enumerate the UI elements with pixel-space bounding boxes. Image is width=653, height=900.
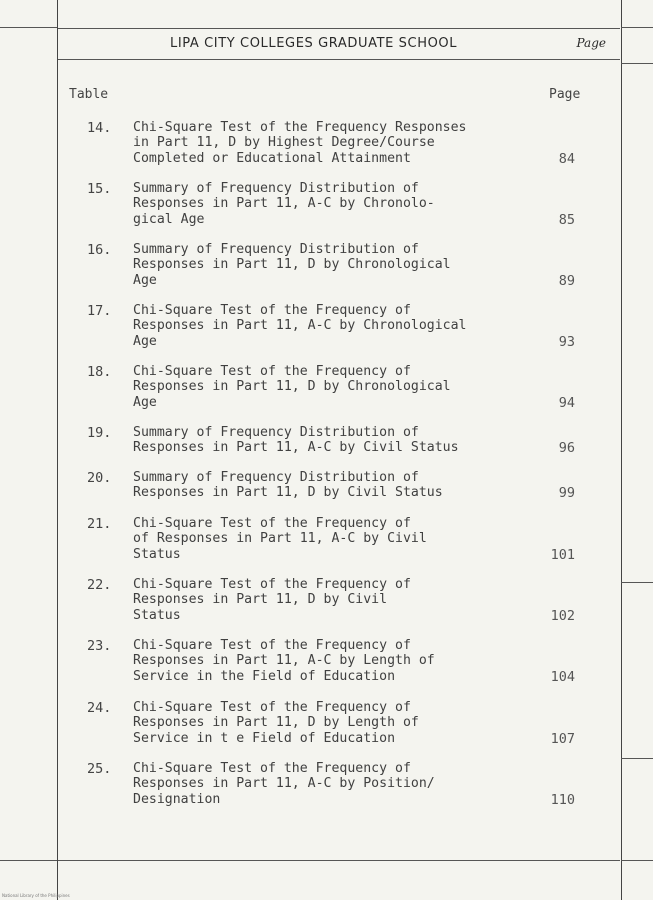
right-rule-bottom <box>621 860 653 861</box>
page-number: 94 <box>558 394 575 411</box>
page-number: 84 <box>558 150 575 167</box>
table-number: 16. <box>87 242 112 258</box>
header-title: LIPA CITY COLLEGES GRADUATE SCHOOL <box>170 36 458 51</box>
table-number: 21. <box>87 516 112 532</box>
table-title: Chi-Square Test of the Frequency of Responses in Part 11, D by Civil Status <box>133 577 411 623</box>
page-header <box>58 28 620 60</box>
table-number: 14. <box>87 120 112 136</box>
table-number: 22. <box>87 577 112 593</box>
table-number: 18. <box>87 364 112 380</box>
table-number: 20. <box>87 470 112 486</box>
page-number: 104 <box>550 668 575 685</box>
right-rule-1 <box>621 63 653 64</box>
page-number: 85 <box>558 211 575 228</box>
page-number: 102 <box>550 607 575 624</box>
table-number: 15. <box>87 181 112 197</box>
left-rule-bottom <box>0 860 57 861</box>
table-number: 17. <box>87 303 112 319</box>
table-column-head: Table <box>69 87 109 102</box>
right-rule-3 <box>621 758 653 759</box>
page-number: 107 <box>550 730 575 747</box>
table-title: Chi-Square Test of the Frequency of Responses in Part 11, A-C by Chronological Age <box>133 303 467 349</box>
page-number: 110 <box>550 791 575 808</box>
header-page-label: Page <box>576 36 606 50</box>
table-title: Chi-Square Test of the Frequency Responses in Part 11, D by Highest Degree/Course Completed or Educational Attainment <box>133 120 467 166</box>
page-column-head: Page <box>549 87 581 102</box>
table-number: 25. <box>87 761 112 777</box>
top-right-rule <box>621 27 653 28</box>
page-number: 101 <box>550 546 575 563</box>
page-number: 99 <box>558 485 575 502</box>
table-title: Summary of Frequency Distribution of Responses in Part 11, D by Civil Status <box>133 470 443 501</box>
top-left-rule <box>0 27 57 28</box>
table-title: Chi-Square Test of the Frequency of of Responses in Part 11, A-C by Civil Status <box>133 516 427 562</box>
table-title: Summary of Frequency Distribution of Responses in Part 11, A-C by Civil Status <box>133 425 459 456</box>
table-number: 24. <box>87 700 112 716</box>
page-number: 93 <box>558 333 575 350</box>
right-rule-2 <box>621 582 653 583</box>
table-title: Summary of Frequency Distribution of Responses in Part 11, A-C by Chronolo- gical Age <box>133 181 435 227</box>
right-margin-line <box>621 0 622 900</box>
table-title: Chi-Square Test of the Frequency of Responses in Part 11, A-C by Length of Service in the Field of Education <box>133 638 435 684</box>
page-number: 96 <box>558 440 575 457</box>
table-number: 23. <box>87 638 112 654</box>
table-number: 19. <box>87 425 112 441</box>
table-title: Chi-Square Test of the Frequency of Responses in Part 11, D by Length of Service in t e Field of Education <box>133 700 419 746</box>
table-title: Chi-Square Test of the Frequency of Responses in Part 11, A-C by Position/ Designation <box>133 761 435 807</box>
bottom-rule <box>58 860 620 861</box>
left-margin-line <box>57 0 58 900</box>
table-title: Chi-Square Test of the Frequency of Responses in Part 11, D by Chronological Age <box>133 364 451 410</box>
page-number: 89 <box>558 272 575 289</box>
footer-note: National Library of the Philippines <box>2 893 70 898</box>
table-title: Summary of Frequency Distribution of Responses in Part 11, D by Chronological Age <box>133 242 451 288</box>
